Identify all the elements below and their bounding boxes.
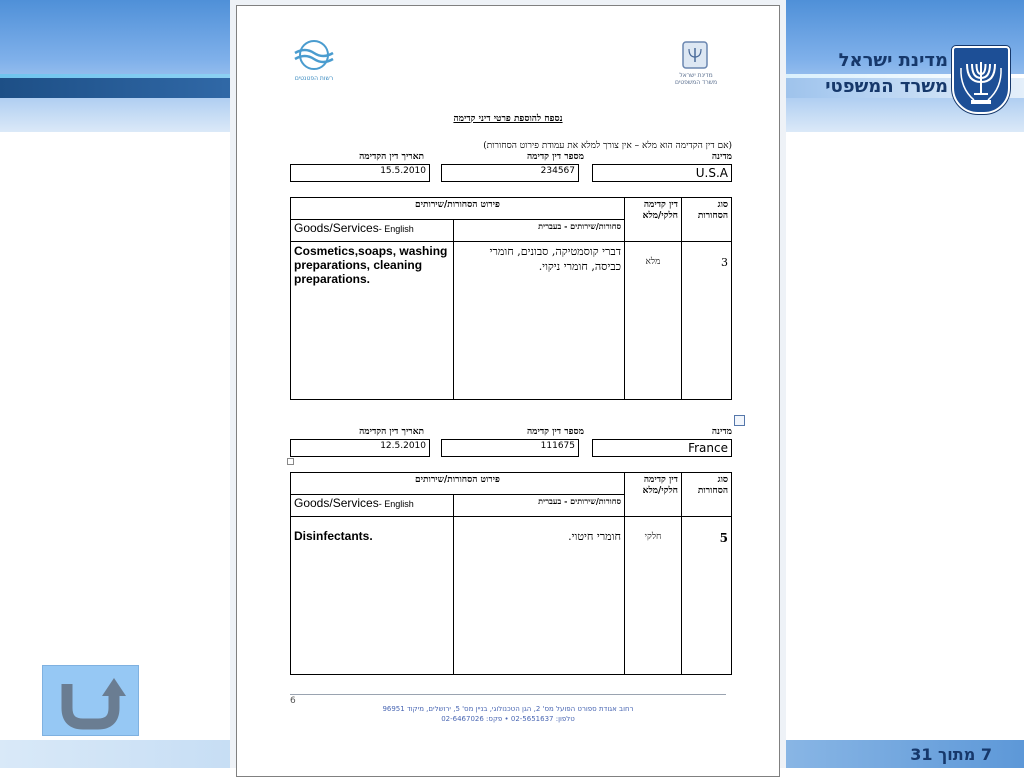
priority-number-label: מספר דין קדימה: [526, 427, 584, 437]
ministry-line-1: מדינת ישראל: [838, 50, 948, 71]
class-cell: 5: [682, 517, 732, 675]
goods-hebrew-cell: חומרי חיטוי.: [454, 517, 625, 675]
u-turn-arrow-icon: [43, 666, 138, 735]
ministry-caption-line-1: מדינת ישראל: [679, 72, 713, 79]
footer-address: רחוב אגודת ספורט הפועל מס' 2, הגן הטכנולוגי, בניין מס' 5, ירושלים, מיקוד 96951: [382, 705, 634, 713]
slide-page-counter: 7 מתוך 31: [910, 745, 992, 764]
footer-divider: [290, 694, 726, 695]
footer-phone: טלפון: 02-5651637 • פקס: 02-6467026: [441, 715, 575, 723]
priority-type-header: [625, 198, 682, 242]
goods-details-header-text: פירוט הסחורות/שירותים: [415, 200, 500, 210]
priority-date-label: תאריך דין הקדימה: [359, 427, 424, 437]
priority-type-header-text: דין קדימה חלקי/מלא: [642, 200, 678, 221]
document-page-number: 6: [290, 696, 296, 706]
goods-english-header-suffix: - English: [378, 499, 414, 509]
document-viewer: [230, 0, 786, 768]
back-button[interactable]: [42, 665, 139, 736]
priority-number-label: מספר דין קדימה: [526, 152, 584, 162]
form-title: נספח להוספת פרטי דיני קדימה: [453, 114, 563, 124]
priority-type-header: [625, 473, 682, 517]
priority-date-field: 15.5.2010: [290, 164, 430, 182]
country-field: U.S.A: [592, 164, 732, 182]
table-resize-handle-icon[interactable]: [287, 458, 294, 465]
goods-details-header: [291, 198, 625, 220]
goods-english-header-text: Goods/Services: [294, 496, 379, 510]
priority-type-header-text: דין קדימה חלקי/מלא: [642, 475, 678, 496]
country-label: מדינה: [711, 427, 732, 437]
goods-english-header: [291, 220, 454, 242]
class-cell: 3: [682, 242, 732, 400]
patent-office-caption: רשות הפטנטים: [294, 75, 334, 82]
goods-table: [290, 197, 732, 400]
priority-type-cell: חלקי: [625, 517, 682, 675]
goods-details-header: [291, 473, 625, 495]
state-emblem-icon: [680, 40, 710, 70]
class-header: [682, 473, 732, 517]
document-page: [236, 5, 780, 777]
goods-hebrew-header-text: סחורות/שירותים - בעברית: [538, 221, 621, 231]
class-header-text: סוג הסחורות: [697, 200, 728, 221]
goods-english-header-text: Goods/Services: [294, 221, 379, 235]
priority-number-field: 111675: [441, 439, 579, 457]
country-label: מדינה: [711, 152, 732, 162]
table-move-handle-icon[interactable]: [734, 415, 745, 426]
menorah-emblem-icon: [952, 46, 1010, 114]
ministry-line-2: משרד המשפטי: [825, 76, 948, 97]
class-header-text: סוג הסחורות: [697, 475, 728, 496]
priority-type-cell: מלא: [625, 242, 682, 400]
priority-date-label: תאריך דין הקדימה: [359, 152, 424, 162]
priority-number-field: 234567: [441, 164, 579, 182]
priority-date-field: 12.5.2010: [290, 439, 430, 457]
goods-hebrew-cell: דברי קוסמטיקה, סבונים, חומרי כביסה, חומרי ניקוי.: [454, 242, 625, 400]
ministry-branding: [782, 46, 1018, 112]
goods-english-cell: Disinfectants.: [291, 517, 454, 675]
form-note: (אם דין הקדימה הוא מלא – אין צורך למלא את עמודת פירוט הסחורות): [483, 141, 732, 151]
ministry-caption-line-2: משרד המשפטים: [674, 79, 718, 86]
ministry-of-justice-caption: [665, 72, 727, 86]
goods-english-cell: Cosmetics,soaps, washing preparations, cleaning preparations.: [291, 242, 454, 400]
country-field: France: [592, 439, 732, 457]
goods-english-header: [291, 495, 454, 517]
goods-details-header-text: פירוט הסחורות/שירותים: [415, 475, 500, 485]
goods-table: [290, 472, 732, 675]
goods-hebrew-header: [454, 220, 625, 242]
goods-hebrew-header: [454, 495, 625, 517]
goods-english-header-suffix: - English: [378, 224, 414, 234]
goods-hebrew-header-text: סחורות/שירותים - בעברית: [538, 496, 621, 506]
class-header: [682, 198, 732, 242]
